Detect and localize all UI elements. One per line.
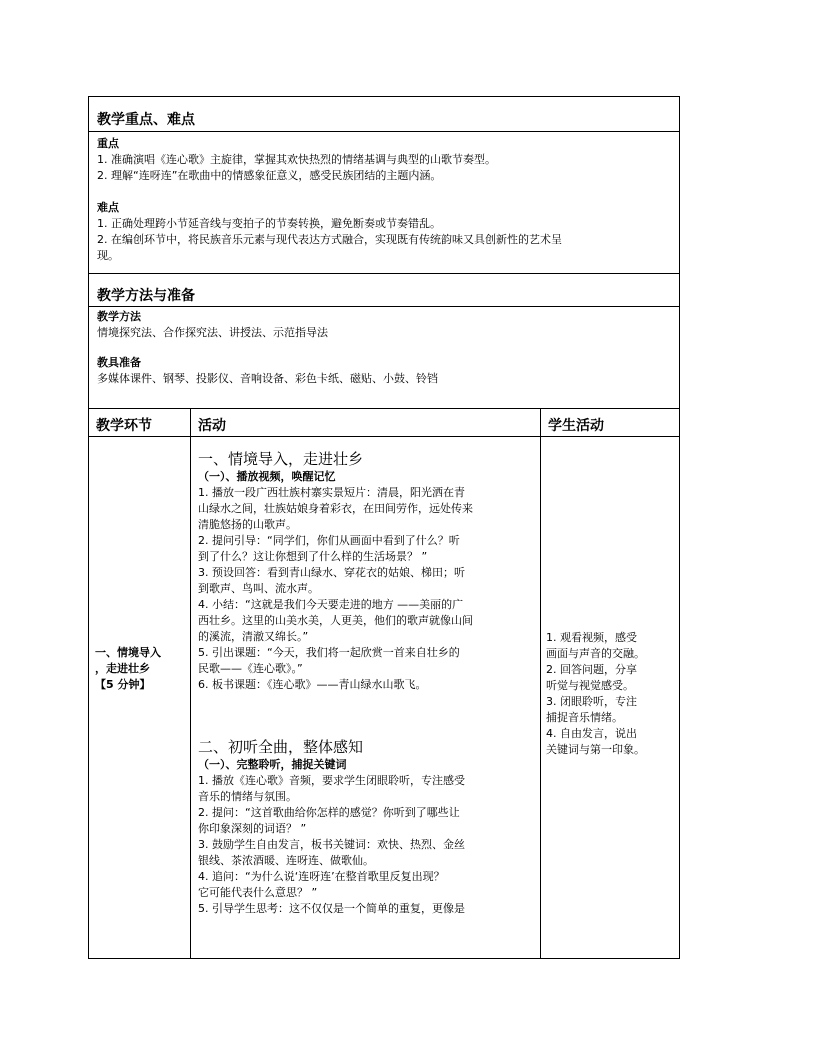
tools-label: 教具准备	[97, 356, 141, 369]
tools-text: 多媒体课件、钢琴、投影仪、音响设备、彩色卡纸、磁贴、小鼓、铃铛	[97, 372, 438, 385]
student-line: 听觉与视觉感受。	[546, 679, 634, 692]
student-line: 1. 观看视频，感受	[546, 631, 637, 644]
activity-line: 的溪流，清澈又绵长。”	[198, 630, 309, 643]
activity-line: 5. 引导学生思考：这不仅仅是一个简单的重复，更像是	[198, 902, 465, 915]
section1-sub: （一）、播放视频，唤醒记忆	[198, 470, 336, 483]
activity-line: 6. 板书课题：《连心歌》——青山绿水山歌飞。	[198, 678, 427, 691]
activity-line: 2. 提问：“这首歌曲给你怎样的感觉？你听到了哪些让	[198, 806, 460, 819]
activity-line: 你印象深刻的词语？ ”	[198, 822, 307, 835]
activity-line: 它可能代表什么意思？ ”	[198, 886, 318, 899]
student-line: 3. 闭眼聆听，专注	[546, 695, 637, 708]
method-text: 情境探究法、合作探究法、讲授法、示范指导法	[97, 326, 328, 339]
section2-sub: （一）、完整聆听，捕捉关键词	[198, 758, 347, 771]
key-point: 2. 理解“连呀连”在歌曲中的情感象征意义，感受民族团结的主题内涵。	[97, 169, 442, 182]
student-line: 4. 自由发言，说出	[546, 727, 637, 740]
activity-line: 民歌——《连心歌》。”	[198, 662, 303, 675]
header-phase: 教学环节	[89, 409, 190, 437]
difficulty-point: 1. 正确处理跨小节延音线与变拍子的节奏转换，避免断奏或节奏错乱。	[97, 217, 441, 230]
student-line: 2. 回答问题，分享	[546, 663, 637, 676]
phase-column	[89, 409, 191, 958]
activity-line: 山绿水之间，壮族姑娘身着彩衣，在田间劳作，远处传来	[198, 502, 473, 515]
phase-line: 一、情境导入	[95, 646, 161, 659]
activity-line: 3. 鼓励学生自由发言，板书关键词：欢快、热烈、金丝	[198, 838, 465, 851]
section2-heading: 二、初听全曲，整体感知	[198, 738, 364, 756]
header-student: 学生活动	[541, 409, 679, 437]
key-label: 重点	[97, 137, 119, 150]
activity-column	[191, 409, 541, 958]
focus-title-row	[89, 97, 679, 132]
activity-line: 1. 播放一段广西壮族村寨实景短片：清晨，阳光洒在青	[198, 486, 465, 499]
focus-content-row	[89, 132, 679, 274]
activity-line: 到了什么？这让你想到了什么样的生活场景？ ”	[198, 550, 428, 563]
activity-line: 到歌声、鸟叫、流水声。	[198, 582, 319, 595]
activity-line: 清脆悠扬的山歌声。	[198, 518, 297, 531]
activity-line: 1. 播放《连心歌》音频，要求学生闭眼聆听，专注感受	[198, 774, 465, 787]
difficulty-point: 2. 在编创环节中，将民族音乐元素与现代表达方式融合，实现既有传统韵味又具创新性的艺术呈	[97, 233, 562, 246]
activity-line: 银线、茶浓酒暖、连呀连、做歌仙。	[198, 854, 374, 867]
methods-title-row	[89, 274, 679, 307]
difficulty-point: 现。	[97, 249, 119, 262]
key-point: 1. 准确演唱《连心歌》主旋律，掌握其欢快热烈的情绪基调与典型的山歌节奏型。	[97, 153, 496, 166]
process-table	[89, 409, 679, 958]
header-activity: 活动	[191, 409, 540, 437]
method-label: 教学方法	[97, 310, 141, 323]
activity-line: 3. 预设回答：看到青山绿水、穿花衣的姑娘、梯田；听	[198, 566, 465, 579]
activity-line: 西壮乡。这里的山美水美，人更美，他们的歌声就像山间	[198, 614, 473, 627]
student-line: 关键词与第一印象。	[546, 743, 645, 756]
activity-line: 4. 小结：“这就是我们今天要走进的地方 ——美丽的广	[198, 598, 464, 611]
activity-line: 2. 提问引导：“同学们，你们从画面中看到了什么？听	[198, 534, 460, 547]
difficulty-label: 难点	[97, 201, 119, 214]
methods-title: 教学方法与准备	[97, 288, 195, 304]
activity-line: 5. 引出课题：“今天，我们将一起欣赏一首来自壮乡的	[198, 646, 460, 659]
phase-label	[95, 645, 187, 693]
lesson-plan-document	[88, 96, 680, 959]
section1-heading: 一、情境导入，走进壮乡	[198, 450, 364, 468]
student-line: 捕捉音乐情绪。	[546, 711, 623, 724]
phase-line: 【5 分钟】	[95, 678, 151, 691]
methods-content-row	[89, 307, 679, 409]
activity-line: 音乐的情绪与氛围。	[198, 790, 297, 803]
student-line: 画面与声音的交融。	[546, 647, 645, 660]
focus-title: 教学重点、难点	[97, 112, 195, 128]
student-column	[541, 409, 679, 958]
phase-line: ，走进壮乡	[95, 662, 150, 675]
activity-line: 4. 追问：“为什么说‘连呀连’在整首歌里反复出现？	[198, 870, 445, 883]
